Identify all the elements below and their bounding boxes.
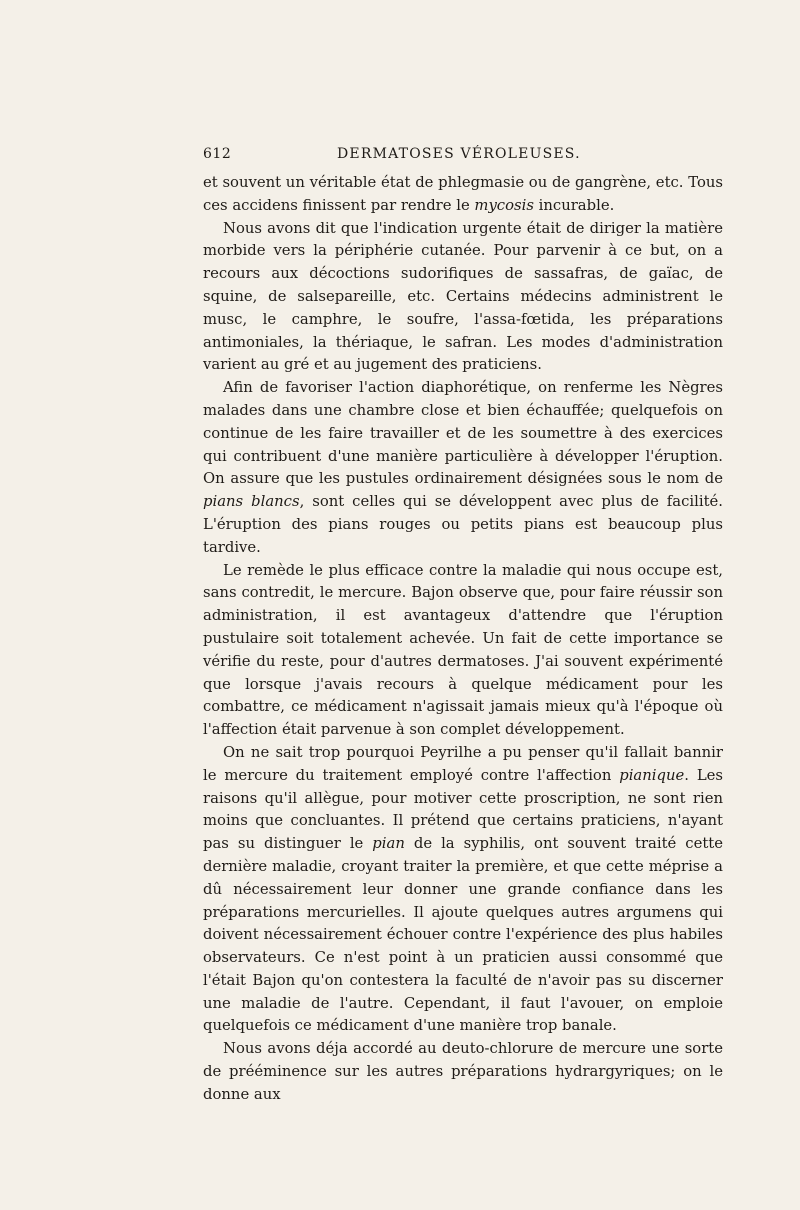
italic-term: mycosis [474,196,534,214]
text-segment: , sont celles qui se développent avec plus de facilité. L'éruption des pians rouges ou petits pians est beaucoup plus tardive. [203,493,724,556]
body-text [203,172,723,1107]
text-segment: Le remède le plus efficace contre la maladie qui nous occupe est, sans contredit, le mercure. Bajon observe que, pour faire réussir son administration, il est avantageux d'attendre que l'éruption pustulaire soit totalement achevée. Un fait de cette importance se vérifie du reste, pour d'autres dermatoses. J'ai souvent expérimenté que lorsque j'avais recours à quelque médicament pour les combattre, ce médicament n'agissait jamais mieux qu'à l'époque où l'affection était parvenue à son complet développement. [203,561,723,739]
paragraph [203,1038,723,1106]
page-number: 612 [203,146,232,162]
text-segment: Nous avons déja accordé au deuto-chlorure de mercure une sorte de prééminence sur les autres préparations hydrargyriques; on le donne aux [203,1040,723,1103]
italic-term: pianique [619,766,685,784]
running-title: DERMATOSES VÉROLEUSES. [337,146,581,162]
paragraph [203,742,723,1038]
paragraph [203,560,723,742]
italic-term: pian [372,835,405,853]
italic-term: pians blancs [203,493,300,511]
page-header [203,146,710,168]
text-segment: et souvent un véritable état de phlegmasie ou de gangrène, etc. Tous ces accidens finissent par rendre le [203,174,723,214]
text-segment: de la syphilis, ont souvent traité cette dernière maladie, croyant traiter la première, et que cette méprise a dû nécessairement leur donner une grande confiance dans les préparations mercurielles. Il ajoute quelques autres argumens qui doivent nécessairement échouer contre l'expérience des plus habiles observateurs. Ce n'est point à un praticien aussi consommé que l'était Bajon qu'on contestera la faculté de n'avoir pas su discerner une maladie de l'autre. Cependant, il faut l'avouer, on emploie quelquefois ce médicament d'une manière trop banale. [203,835,723,1035]
paragraph [203,377,723,559]
text-segment: Nous avons dit que l'indication urgente était de diriger la matière morbide vers la périphérie cutanée. Pour parvenir à ce but, on a recours aux décoctions sudorifiques de sassafras, de gaïac, de squine, de salsepareille, etc. Certains médecins administrent le musc, le camphre, le soufre, l'assa-fœtida, les préparations antimoniales, la thériaque, le safran. Les modes d'administration varient au gré et au jugement des praticiens. [203,219,723,374]
text-segment: Afin de favoriser l'action diaphorétique, on renferme les Nègres malades dans une chambre close et bien échauffée; quelquefois on continue de les faire travailler et de les soumettre à des exercices qui contribuent d'une manière particulière à développer l'éruption. On assure que les pustules ordinairement désignées sous le nom de [203,379,723,488]
text-segment: . Les raisons qu'il allègue, pour motiver cette proscription, ne sont rien moins que concluantes. Il prétend que certains praticiens, n'ayant pas su distinguer le [203,766,723,853]
text-segment: incurable. [533,196,615,214]
paragraph [203,218,723,378]
paragraph [203,172,723,218]
text-segment: On ne sait trop pourquoi Peyrilhe a pu penser qu'il fallait bannir le mercure du traitement employé contre l'affection [203,743,723,784]
